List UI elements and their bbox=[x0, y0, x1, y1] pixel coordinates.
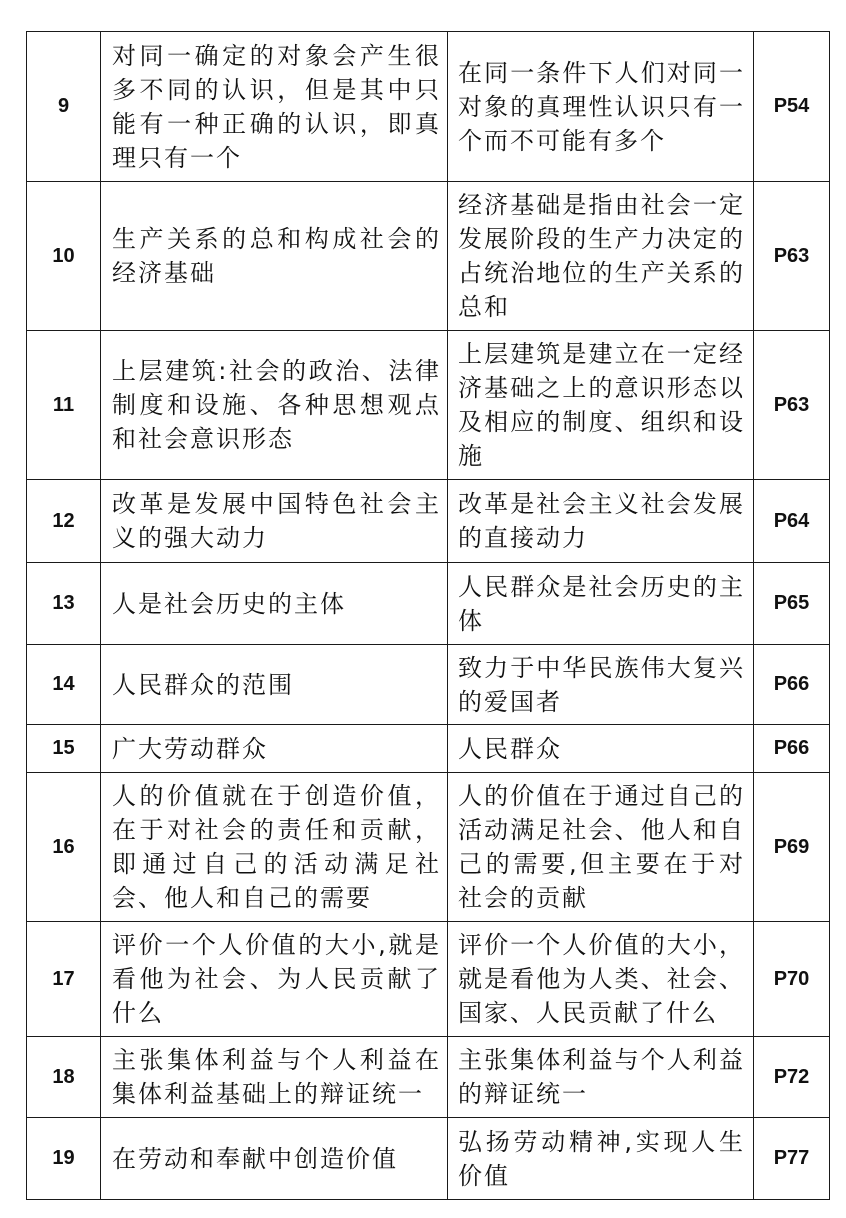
old-statement-cell bbox=[101, 331, 448, 480]
page-reference: P54 bbox=[754, 32, 830, 182]
table-row bbox=[27, 182, 830, 331]
page-reference: P64 bbox=[754, 480, 830, 563]
old-statement-text: 人的价值就在于创造价值，在于对社会的责任和贡献，即通过自己的活动满足社会、他人和自己的需要 bbox=[112, 782, 441, 912]
old-statement-cell bbox=[101, 480, 448, 563]
page-reference: P77 bbox=[754, 1118, 830, 1200]
old-statement-text: 改革是发展中国特色社会主义的强大动力 bbox=[112, 490, 441, 552]
table-row bbox=[27, 922, 830, 1037]
table-row bbox=[27, 645, 830, 725]
new-statement-cell bbox=[448, 331, 754, 480]
old-statement-cell bbox=[101, 773, 448, 922]
old-statement-text: 主张集体利益与个人利益在集体利益基础上的辩证统一 bbox=[112, 1046, 441, 1108]
row-number: 10 bbox=[27, 182, 101, 331]
old-statement-text: 上层建筑:社会的政治、法律制度和设施、各种思想观点和社会意识形态 bbox=[112, 357, 441, 453]
new-statement-cell bbox=[448, 645, 754, 725]
row-number: 11 bbox=[27, 331, 101, 480]
new-statement-text: 人民群众 bbox=[458, 734, 562, 763]
old-statement-text: 生产关系的总和构成社会的经济基础 bbox=[112, 225, 441, 287]
row-number: 15 bbox=[27, 725, 101, 773]
new-statement-text: 经济基础是指由社会一定发展阶段的生产力决定的占统治地位的生产关系的总和 bbox=[458, 191, 745, 321]
comparison-table bbox=[26, 31, 830, 1200]
old-statement-text: 在劳动和奉献中创造价值 bbox=[112, 1144, 398, 1173]
new-statement-text: 致力于中华民族伟大复兴的爱国者 bbox=[458, 653, 745, 716]
row-number: 12 bbox=[27, 480, 101, 563]
table-row bbox=[27, 1118, 830, 1200]
new-statement-cell bbox=[448, 32, 754, 182]
row-number: 18 bbox=[27, 1037, 101, 1118]
table-row bbox=[27, 480, 830, 563]
old-statement-cell bbox=[101, 1118, 448, 1200]
row-number: 16 bbox=[27, 773, 101, 922]
new-statement-text: 改革是社会主义社会发展的直接动力 bbox=[458, 490, 745, 552]
new-statement-text: 弘扬劳动精神,实现人生价值 bbox=[458, 1127, 745, 1190]
page-bottom-margin bbox=[0, 1200, 846, 1218]
new-statement-cell bbox=[448, 563, 754, 645]
table-row bbox=[27, 331, 830, 480]
page-reference: P66 bbox=[754, 645, 830, 725]
old-statement-cell bbox=[101, 725, 448, 773]
new-statement-cell bbox=[448, 182, 754, 331]
page-reference: P65 bbox=[754, 563, 830, 645]
old-statement-cell bbox=[101, 922, 448, 1037]
old-statement-text: 人是社会历史的主体 bbox=[112, 589, 346, 618]
new-statement-cell bbox=[448, 1037, 754, 1118]
page-reference: P72 bbox=[754, 1037, 830, 1118]
new-statement-text: 上层建筑是建立在一定经济基础之上的意识形态以及相应的制度、组织和设施 bbox=[458, 340, 745, 470]
old-statement-cell bbox=[101, 1037, 448, 1118]
row-number: 13 bbox=[27, 563, 101, 645]
table-row bbox=[27, 32, 830, 182]
new-statement-text: 在同一条件下人们对同一对象的真理性认识只有一个而不可能有多个 bbox=[458, 58, 745, 155]
new-statement-cell bbox=[448, 773, 754, 922]
row-number: 19 bbox=[27, 1118, 101, 1200]
row-number: 9 bbox=[27, 32, 101, 182]
new-statement-cell bbox=[448, 922, 754, 1037]
row-number: 17 bbox=[27, 922, 101, 1037]
page-reference: P70 bbox=[754, 922, 830, 1037]
old-statement-cell bbox=[101, 182, 448, 331]
old-statement-text: 评价一个人价值的大小,就是看他为社会、为人民贡献了什么 bbox=[112, 931, 441, 1027]
table-row bbox=[27, 725, 830, 773]
new-statement-text: 评价一个人价值的大小，就是看他为人类、社会、国家、人民贡献了什么 bbox=[458, 931, 745, 1027]
old-statement-text: 人民群众的范围 bbox=[112, 670, 294, 699]
old-statement-text: 对同一确定的对象会产生很多不同的认识，但是其中只能有一种正确的认识，即真理只有一个 bbox=[112, 41, 441, 172]
page-reference: P66 bbox=[754, 725, 830, 773]
new-statement-cell bbox=[448, 480, 754, 563]
table-row bbox=[27, 1037, 830, 1118]
row-number: 14 bbox=[27, 645, 101, 725]
page-reference: P63 bbox=[754, 182, 830, 331]
new-statement-text: 人的价值在于通过自己的活动满足社会、他人和自己的需要,但主要在于对社会的贡献 bbox=[458, 782, 745, 912]
table-row bbox=[27, 773, 830, 922]
old-statement-cell bbox=[101, 645, 448, 725]
new-statement-text: 主张集体利益与个人利益的辩证统一 bbox=[458, 1046, 745, 1108]
table-row bbox=[27, 563, 830, 645]
page-reference: P69 bbox=[754, 773, 830, 922]
old-statement-text: 广大劳动群众 bbox=[112, 734, 268, 763]
old-statement-cell bbox=[101, 32, 448, 182]
new-statement-cell bbox=[448, 1118, 754, 1200]
page-reference: P63 bbox=[754, 331, 830, 480]
old-statement-cell bbox=[101, 563, 448, 645]
new-statement-text: 人民群众是社会历史的主体 bbox=[458, 572, 745, 635]
new-statement-cell bbox=[448, 725, 754, 773]
table-body bbox=[27, 32, 830, 1200]
